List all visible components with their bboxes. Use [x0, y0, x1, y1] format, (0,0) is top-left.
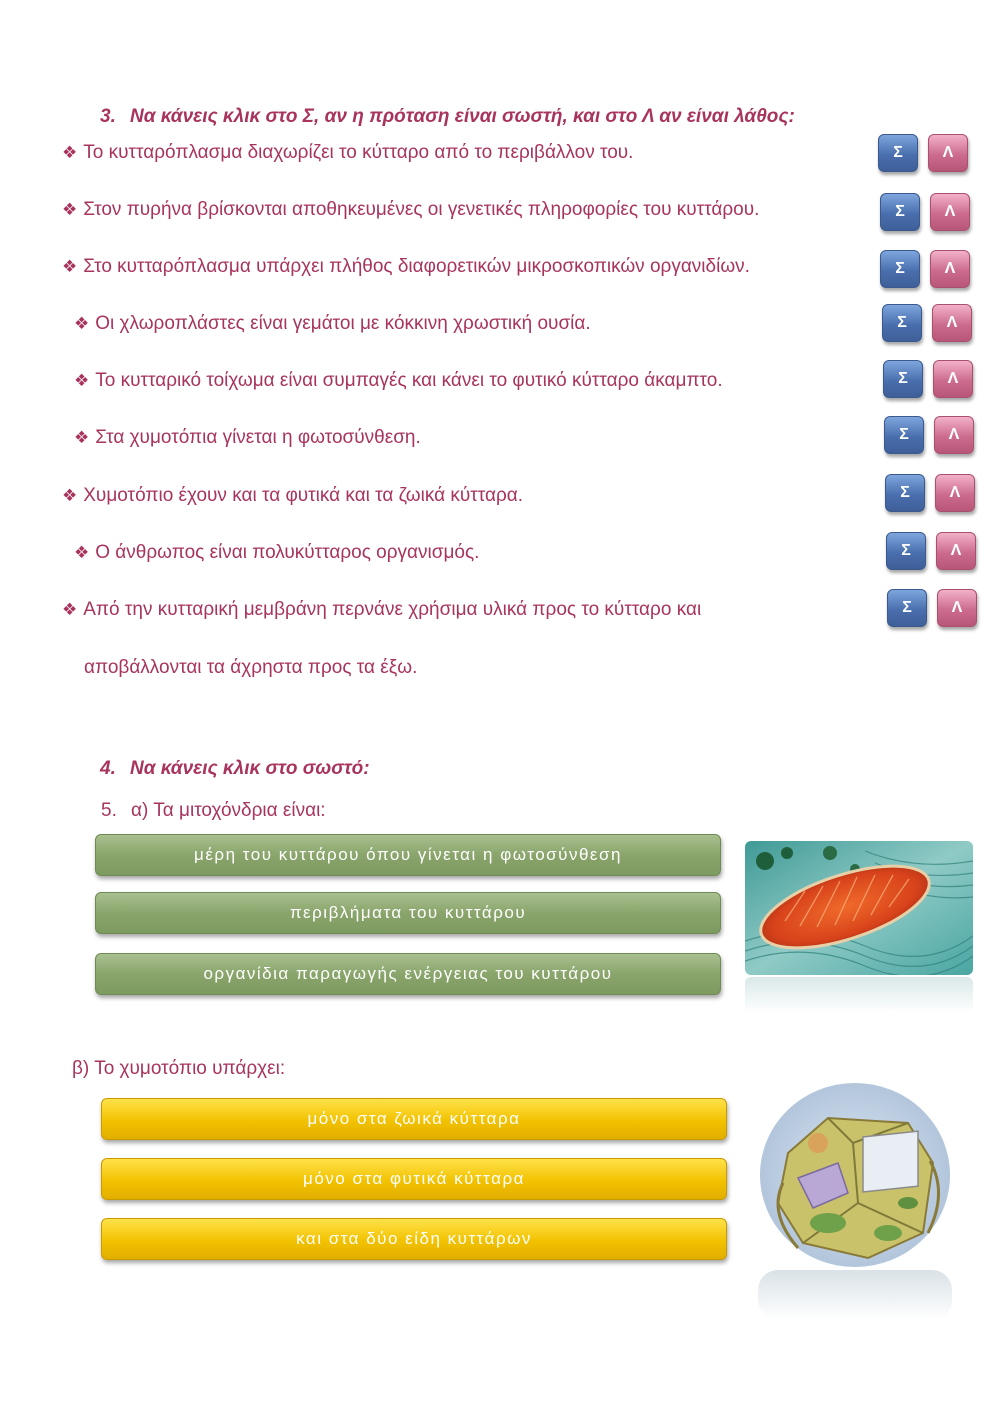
question-a-text: α) Τα μιτοχόνδρια είναι: — [131, 800, 326, 821]
statement-6-true-button[interactable]: Σ — [884, 416, 924, 454]
statement-3-text: Στο κυτταρόπλασμα υπάρχει πλήθος διαφορετικών μικροσκοπικών οργανιδίων. — [83, 256, 750, 277]
plant-cell-illustration — [758, 1083, 952, 1268]
statement-2-text: Στον πυρήνα βρίσκονται αποθηκευμένες οι γενετικές πληροφορίες του κυττάρου. — [83, 199, 760, 220]
statement-1-true-button[interactable]: Σ — [878, 134, 918, 172]
mitochondrion-illustration — [745, 841, 973, 975]
question-a — [101, 800, 326, 822]
statement-7-false-button[interactable]: Λ — [935, 474, 975, 512]
statement-7 — [62, 485, 523, 507]
bullet-icon: ❖ — [74, 543, 90, 562]
bullet-icon: ❖ — [74, 428, 90, 447]
section3-number: 3. — [100, 106, 116, 127]
statement-9-continuation: αποβάλλονται τα άχρηστα προς τα έξω. — [84, 657, 418, 678]
statement-4-false-button[interactable]: Λ — [932, 304, 972, 342]
statement-5-false-button[interactable]: Λ — [933, 360, 973, 398]
bullet-icon: ❖ — [62, 143, 78, 162]
statement-2-true-button[interactable]: Σ — [880, 193, 920, 231]
statement-6-false-button[interactable]: Λ — [934, 416, 974, 454]
question-a-option-2[interactable]: περιβλήματα του κυττάρου — [95, 892, 721, 934]
statement-4 — [74, 313, 591, 335]
statement-5 — [74, 370, 723, 392]
statement-3-true-button[interactable]: Σ — [880, 250, 920, 288]
statement-7-true-button[interactable]: Σ — [885, 474, 925, 512]
question-b-option-1[interactable]: μόνο στα ζωικά κύτταρα — [101, 1098, 727, 1140]
statement-1-false-button[interactable]: Λ — [928, 134, 968, 172]
question-b: β) Το χυμοτόπιο υπάρχει: — [72, 1058, 286, 1079]
mitochondrion-image — [745, 841, 973, 975]
mitochondrion-reflection — [745, 977, 973, 1013]
statement-4-text: Οι χλωροπλάστες είναι γεμάτοι με κόκκινη χρωστική ουσία. — [95, 313, 591, 334]
section4-heading — [100, 758, 370, 780]
question-b-option-3[interactable]: και στα δύο είδη κυττάρων — [101, 1218, 727, 1260]
statement-9-false-button[interactable]: Λ — [937, 589, 977, 627]
section4-instruction: Να κάνεις κλικ στο σωστό: — [130, 758, 370, 779]
statement-5-answer-buttons — [883, 360, 979, 400]
statement-1-answer-buttons — [878, 134, 974, 174]
statement-8 — [74, 542, 479, 564]
bullet-icon: ❖ — [62, 200, 78, 219]
bullet-icon: ❖ — [62, 486, 78, 505]
statement-4-answer-buttons — [882, 304, 978, 344]
question-a-option-1[interactable]: μέρη του κυττάρου όπου γίνεται η φωτοσύνθεση — [95, 834, 721, 876]
statement-2 — [62, 199, 759, 221]
statement-4-true-button[interactable]: Σ — [882, 304, 922, 342]
statement-8-answer-buttons — [886, 532, 982, 572]
statement-2-answer-buttons — [880, 193, 976, 233]
bullet-icon: ❖ — [62, 600, 78, 619]
statement-2-false-button[interactable]: Λ — [930, 193, 970, 231]
statement-1 — [62, 142, 633, 164]
question-a-number: 5. — [101, 800, 117, 821]
statement-6-text: Στα χυμοτόπια γίνεται η φωτοσύνθεση. — [95, 427, 421, 448]
statement-9-true-button[interactable]: Σ — [887, 589, 927, 627]
section4-number: 4. — [100, 758, 116, 779]
section3-instruction: Να κάνεις κλικ στο Σ, αν η πρόταση είναι σωστή, και στο Λ αν είναι λάθος: — [130, 106, 795, 127]
bullet-icon: ❖ — [74, 371, 90, 390]
statement-9 — [62, 599, 701, 621]
statement-7-answer-buttons — [885, 474, 981, 514]
bullet-icon: ❖ — [74, 314, 90, 333]
plant-cell-reflection — [758, 1270, 952, 1320]
statement-6-answer-buttons — [884, 416, 980, 456]
statement-3-answer-buttons — [880, 250, 976, 290]
statement-3 — [62, 256, 750, 278]
statement-9-answer-buttons — [887, 589, 983, 629]
bullet-icon: ❖ — [62, 257, 78, 276]
statement-1-text: Το κυτταρόπλασμα διαχωρίζει το κύτταρο από το περιβάλλον του. — [83, 142, 634, 163]
statement-6 — [74, 427, 421, 449]
statement-8-text: Ο άνθρωπος είναι πολυκύτταρος οργανισμός. — [95, 542, 480, 563]
statement-5-true-button[interactable]: Σ — [883, 360, 923, 398]
statement-8-true-button[interactable]: Σ — [886, 532, 926, 570]
question-b-option-2[interactable]: μόνο στα φυτικά κύτταρα — [101, 1158, 727, 1200]
statement-3-false-button[interactable]: Λ — [930, 250, 970, 288]
statement-7-text: Χυμοτόπιο έχουν και τα φυτικά και τα ζωικά κύτταρα. — [83, 485, 524, 506]
statement-9-text: Από την κυτταρική μεμβράνη περνάνε χρήσιμα υλικά προς το κύτταρο και — [83, 599, 702, 620]
section3-heading — [100, 106, 795, 128]
plant-cell-image — [758, 1083, 952, 1268]
statement-8-false-button[interactable]: Λ — [936, 532, 976, 570]
question-a-option-3[interactable]: οργανίδια παραγωγής ενέργειας του κυττάρου — [95, 953, 721, 995]
statement-5-text: Το κυτταρικό τοίχωμα είναι συμπαγές και κάνει το φυτικό κύτταρο άκαμπτο. — [95, 370, 723, 391]
